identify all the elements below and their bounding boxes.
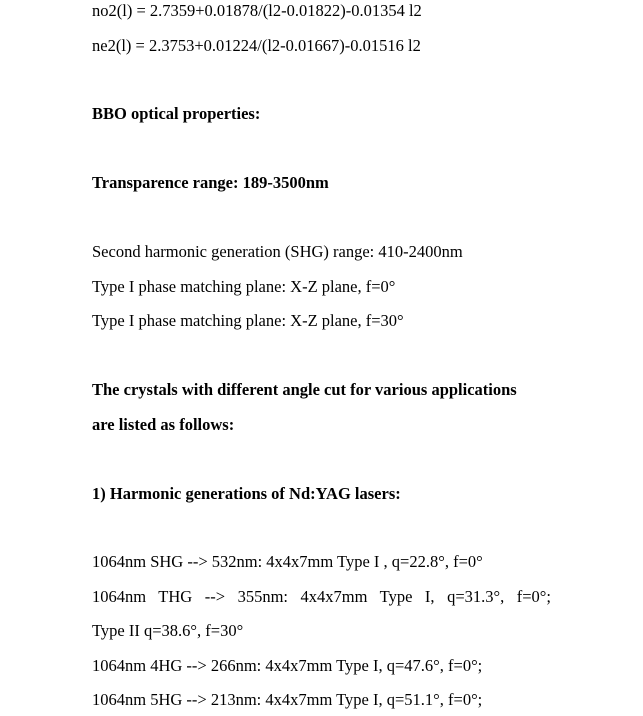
harmonic-4hg: 1064nm 4HG --> 266nm: 4x4x7mm Type I, q=47.6°, f=0°; (92, 656, 483, 675)
crystals-heading-line1: The crystals with different angle cut for various applications (92, 380, 517, 399)
phase-matching-plane-30: Type I phase matching plane: X-Z plane, f=30° (92, 311, 404, 330)
crystals-heading-line2: are listed as follows: (92, 415, 235, 434)
harmonic-thg: 1064nm THG --> 355nm: 4x4x7mm Type I, q=31.3°, f=0°; (92, 587, 551, 606)
formula-no2: no2(l) = 2.7359+0.01878/(l2-0.01822)-0.01354 l2 (92, 1, 422, 20)
formula-ne2: ne2(l) = 2.3753+0.01224/(l2-0.01667)-0.01516 l2 (92, 36, 421, 55)
harmonic-5hg: 1064nm 5HG --> 213nm: 4x4x7mm Type I, q=51.1°, f=0°; (92, 690, 483, 709)
harmonic-shg: 1064nm SHG --> 532nm: 4x4x7mm Type I , q=22.8°, f=0° (92, 552, 483, 571)
transparence-range: Transparence range: 189-3500nm (92, 173, 329, 192)
shg-range: Second harmonic generation (SHG) range: 410-2400nm (92, 242, 463, 261)
phase-matching-plane-0: Type I phase matching plane: X-Z plane, f=0° (92, 277, 396, 296)
harmonic-thg-type2: Type II q=38.6°, f=30° (92, 621, 244, 640)
harmonic-generations-heading: 1) Harmonic generations of Nd:YAG lasers: (92, 484, 401, 503)
bbo-properties-heading: BBO optical properties: (92, 104, 261, 123)
